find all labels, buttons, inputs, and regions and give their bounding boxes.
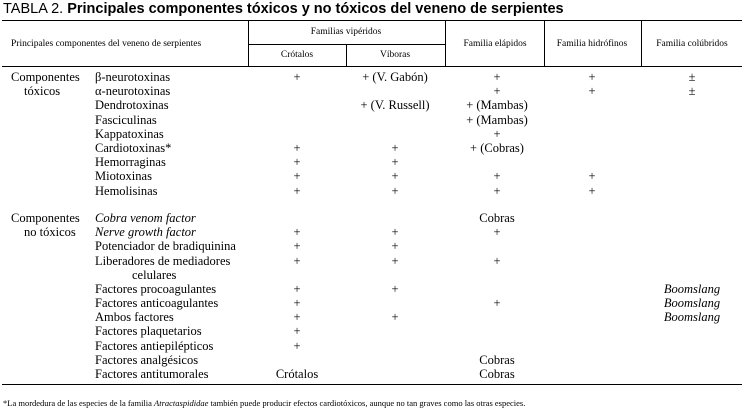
row-name: Dendrotoxinas — [95, 98, 169, 113]
row-name: Factores antitumorales — [95, 367, 209, 381]
cell-viboras: + (V. Russell) — [360, 98, 430, 113]
header-viboras: Víboras — [379, 50, 411, 60]
footnote-family: Atractaspididae — [154, 398, 209, 408]
row-name: Cobra venom factor — [95, 211, 196, 225]
cell-crotalos: + — [293, 183, 301, 198]
header-elapidos: Familia elápidos — [463, 39, 527, 49]
row-name: α-neurotoxinas — [95, 84, 171, 99]
cell-viboras: + — [391, 225, 399, 240]
cell-crotalos: Crótalos — [275, 367, 319, 381]
cell-crotalos: + — [293, 225, 301, 240]
cell-elapidos: + — [493, 183, 501, 198]
cell-crotalos: + — [293, 296, 301, 310]
row-name: Factores plaquetarios — [95, 324, 202, 339]
cell-viboras: + — [391, 253, 399, 268]
row-name: Hemorraginas — [95, 155, 166, 170]
cell-hidrofinos: + — [588, 70, 596, 84]
cell-viboras: + — [391, 310, 399, 325]
row-name: Factores antiepilépticos — [95, 338, 214, 353]
row-name: Miotoxinas — [95, 169, 152, 184]
cell-crotalos: + — [293, 281, 301, 296]
cell-elapidos: + (Mambas) — [466, 112, 528, 127]
cell-elapidos: + — [493, 225, 501, 240]
cell-colubridos: Boomslang — [663, 296, 721, 310]
header-divider — [445, 20, 446, 66]
cell-viboras: + — [391, 141, 399, 155]
cell-elapidos: Cobras — [479, 352, 515, 367]
table-title — [3, 1, 564, 17]
row-name: Cardiotoxinas* — [95, 141, 172, 155]
cell-elapidos: + (Cobras) — [470, 141, 524, 155]
cell-hidrofinos: + — [588, 169, 596, 184]
header-divider — [641, 20, 642, 66]
header-viperidos: Familias vipéridos — [310, 27, 382, 37]
cell-elapidos: + — [493, 126, 501, 141]
group-toxic-line1: Componentes — [11, 70, 80, 84]
body-bottom-rule — [2, 384, 742, 385]
cell-crotalos: + — [293, 155, 301, 170]
cell-viboras: + — [391, 155, 399, 170]
cell-hidrofinos: + — [588, 84, 596, 99]
cell-crotalos: + — [293, 70, 301, 84]
cell-elapidos: + — [493, 296, 501, 310]
cell-elapidos: Cobras — [479, 211, 515, 225]
cell-viboras: + (V. Gabón) — [362, 70, 428, 84]
cell-elapidos: + — [493, 253, 501, 268]
cell-elapidos: + — [493, 84, 501, 99]
cell-colubridos: ± — [688, 70, 696, 84]
footnote — [3, 398, 525, 408]
footnote-after: también puede producir efectos cardiotóxicos, aunque no tan graves como las otras especies. — [208, 398, 526, 408]
row-name: Factores analgésicos — [95, 352, 199, 367]
top-rule — [2, 20, 742, 21]
cell-elapidos: + — [493, 169, 501, 184]
cell-colubridos: ± — [688, 84, 696, 99]
row-name: Factores anticoagulantes — [95, 296, 219, 310]
cell-colubridos: Boomslang — [663, 281, 721, 296]
row-name: Kappatoxinas — [95, 126, 164, 141]
row-name: Nerve growth factor — [95, 225, 196, 240]
cell-crotalos: + — [293, 310, 301, 325]
row-name: Liberadores de mediadores — [95, 253, 231, 268]
group-nontoxic-line1: Componentes — [11, 211, 80, 225]
cell-viboras: + — [391, 281, 399, 296]
header-hidrofinos: Familia hidrófinos — [556, 39, 628, 49]
cell-elapidos: + — [493, 70, 501, 84]
row-name: Ambos factores — [95, 310, 174, 325]
table-number: TABLA 2. — [3, 1, 64, 17]
group-nontoxic-line2: no tóxicos — [24, 225, 76, 239]
header-divider — [248, 20, 249, 66]
table-title-text: Principales componentes tóxicos y no tóxicos del veneno de serpientes — [67, 1, 564, 17]
header-colubridos: Familia colúbridos — [656, 39, 728, 49]
cell-hidrofinos: + — [588, 183, 596, 198]
row-name-continued: celulares — [132, 267, 177, 282]
row-name: Hemolisinas — [95, 183, 158, 198]
header-crotalos: Crótalos — [280, 50, 314, 60]
cell-viboras: + — [391, 169, 399, 184]
header-divider — [346, 44, 347, 66]
cell-viboras: + — [391, 239, 399, 254]
cell-crotalos: + — [293, 324, 301, 339]
cell-colubridos: Boomslang — [663, 310, 721, 325]
header-divider — [544, 20, 545, 66]
group-toxic-line2: tóxicos — [24, 84, 61, 98]
cell-crotalos: + — [293, 239, 301, 254]
header-components: Principales componentes del veneno de serpientes — [11, 39, 202, 49]
cell-crotalos: + — [293, 169, 301, 184]
cell-elapidos: + (Mambas) — [466, 98, 528, 113]
cell-crotalos: + — [293, 253, 301, 268]
row-name: β-neurotoxinas — [95, 70, 171, 84]
row-name: Fasciculinas — [95, 112, 157, 127]
cell-viboras: + — [391, 183, 399, 198]
row-name: Factores procoagulantes — [95, 281, 217, 296]
header-bottom-rule — [2, 66, 742, 67]
cell-crotalos: + — [293, 141, 301, 155]
cell-crotalos: + — [293, 338, 301, 353]
row-name: Potenciador de bradiquinina — [95, 239, 236, 254]
footnote-before: *La mordedura de las especies de la familia — [3, 398, 155, 408]
cell-elapidos: Cobras — [479, 367, 515, 381]
